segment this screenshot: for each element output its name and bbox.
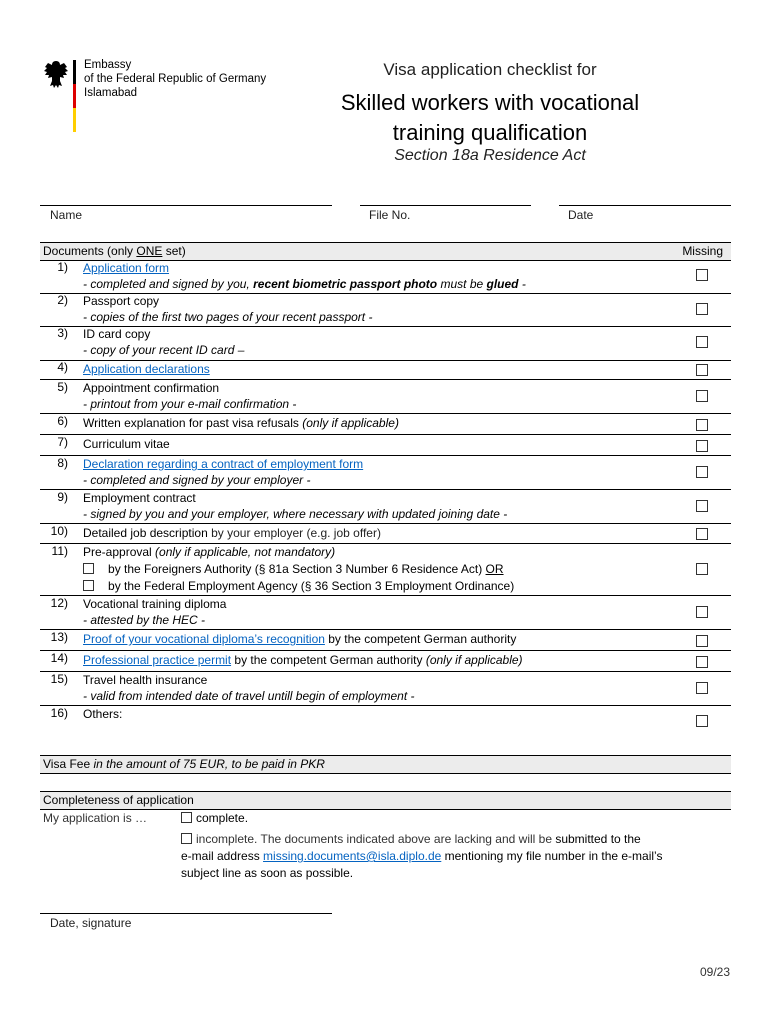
signature-label: Date, signature [50, 916, 132, 930]
german-flag-bar [73, 60, 76, 132]
file-no-label: File No. [369, 208, 411, 222]
documents-header [40, 242, 731, 261]
missing-checkbox[interactable] [696, 303, 708, 315]
completeness-header: Completeness of application [40, 791, 731, 810]
missing-column-header: Missing [682, 244, 723, 258]
missing-checkbox[interactable] [696, 635, 708, 647]
name-label: Name [50, 208, 83, 222]
missing-checkbox[interactable] [696, 390, 708, 402]
employment-agency-checkbox[interactable] [83, 580, 94, 591]
missing-checkbox[interactable] [696, 715, 708, 727]
federal-eagle-icon [42, 58, 70, 90]
complete-option: complete. [181, 811, 248, 825]
page-title: Skilled workers with vocational training qualification [340, 90, 640, 145]
incomplete-option: incomplete. The documents indicated above are lacking and will be submitted to the e-mail address missing.documents@isla.diplo.de mentioning my file number in the e-mail’s subject line as soon as possible. [181, 832, 663, 880]
name-line[interactable] [40, 205, 332, 206]
missing-checkbox[interactable] [696, 500, 708, 512]
employment-declaration-link[interactable]: Declaration regarding a contract of employment form [83, 457, 364, 471]
date-label: Date [568, 208, 594, 222]
complete-checkbox[interactable] [181, 812, 192, 823]
embassy-logo [42, 58, 272, 138]
version-number: 09/23 [699, 965, 730, 979]
date-line[interactable] [559, 205, 731, 206]
diploma-recognition-link[interactable]: Proof of your vocational diploma’s recognition [83, 632, 325, 646]
completeness-lead: My application is … [43, 811, 148, 825]
application-form-link[interactable]: Application form [83, 261, 170, 275]
foreigners-authority-checkbox[interactable] [83, 563, 94, 574]
missing-checkbox[interactable] [696, 336, 708, 348]
missing-checkbox[interactable] [696, 563, 708, 575]
practice-permit-link[interactable]: Professional practice permit [83, 653, 232, 667]
missing-checkbox[interactable] [696, 606, 708, 618]
checklist-subtitle: Visa application checklist for [383, 60, 597, 79]
documents-title: Documents (only ONE set) [43, 244, 186, 258]
embassy-name: Embassy of the Federal Republic of Germany Islamabad [84, 59, 267, 99]
section-reference: Section 18a Residence Act [394, 147, 586, 164]
missing-checkbox[interactable] [696, 364, 708, 376]
missing-checkbox[interactable] [696, 466, 708, 478]
missing-checkbox[interactable] [696, 419, 708, 431]
missing-checkbox[interactable] [696, 440, 708, 452]
file-no-line[interactable] [360, 205, 531, 206]
incomplete-checkbox[interactable] [181, 833, 192, 844]
application-declarations-link[interactable]: Application declarations [83, 362, 210, 376]
missing-checkbox[interactable] [696, 269, 708, 281]
missing-checkbox[interactable] [696, 682, 708, 694]
missing-checkbox[interactable] [696, 528, 708, 540]
signature-line[interactable] [40, 913, 332, 914]
visa-fee-row: Visa Fee in the amount of 75 EUR, to be paid in PKR [40, 755, 731, 774]
missing-checkbox[interactable] [696, 656, 708, 668]
missing-documents-email-link[interactable]: missing.documents@isla.diplo.de [263, 849, 442, 863]
